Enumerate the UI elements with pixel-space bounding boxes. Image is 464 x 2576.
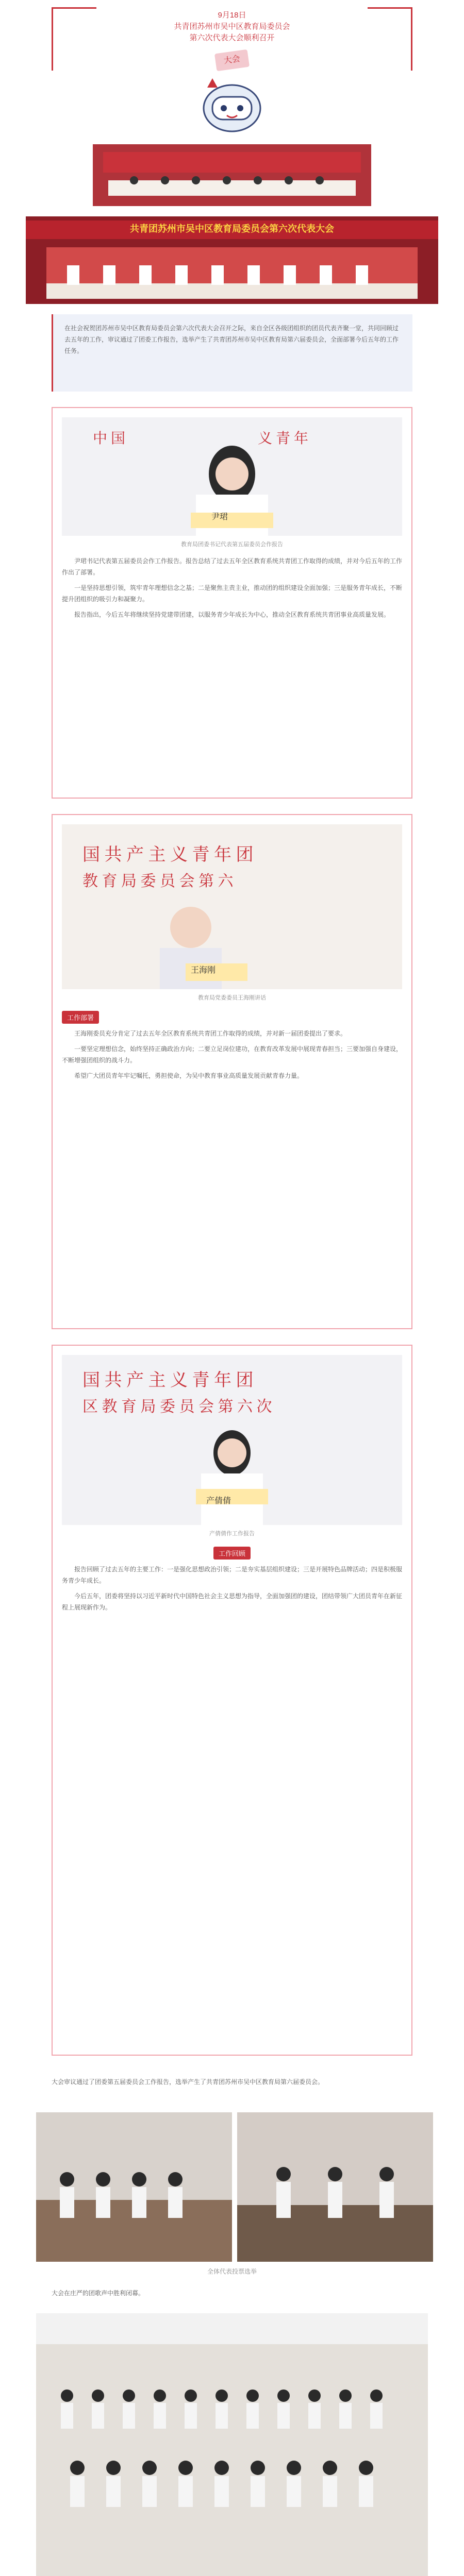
speaker-name-1: 尹珺 bbox=[211, 513, 228, 521]
svg-text:中 国: 中 国 bbox=[93, 431, 126, 447]
photo-stage-1 bbox=[93, 144, 371, 206]
mascot-icon bbox=[197, 72, 267, 139]
speaker-name-2: 王海刚 bbox=[191, 966, 216, 975]
svg-text:教 育 局 委 员 会 第 六: 教 育 局 委 员 会 第 六 bbox=[82, 873, 234, 890]
paragraph: 报告回顾了过去五年的主要工作：一是强化思想政治引领；二是夯实基层组织建设；三是开展特色品牌活动；四是积极服务青少年成长。 bbox=[62, 1566, 403, 1584]
svg-text:国 共 产 主 义 青 年 团: 国 共 产 主 义 青 年 团 bbox=[82, 845, 254, 865]
section-work-review bbox=[52, 1345, 412, 2056]
intro-text: 在社会祝贺团苏州市吴中区教育局委员会第六次代表大会召开之际，来自全区各级团组织的团员代表齐聚一堂，共同回顾过去五年的工作，审议通过了团委工作报告，选举产生了共青团苏州市吴中区教育局第六届委员会，全面部署今后五年的工作任务。 bbox=[64, 325, 399, 354]
svg-text:区 教 育 局 委 员 会 第 六 次: 区 教 育 局 委 员 会 第 六 次 bbox=[82, 1398, 272, 1415]
intro-box bbox=[52, 314, 412, 392]
photo-speaker-3 bbox=[62, 1355, 402, 1525]
caption-vote: 全体代表投票选举 bbox=[207, 2268, 257, 2275]
section-speech bbox=[52, 814, 412, 1329]
closing-text-1: 大会审议通过了团委第五届委员会工作报告，选举产生了共青团苏州市吴中区教育局第六届委员会。 bbox=[52, 2078, 324, 2086]
paragraph: 一要坚定理想信念，始终坚持正确政治方向；二要立足岗位建功，在教育改革发展中展现青春担当；三要加强自身建设，不断增强团组织的战斗力。 bbox=[62, 1045, 403, 1064]
paragraph: 希望广大团员青年牢记嘱托，勇担使命，为吴中教育事业高质量发展贡献青春力量。 bbox=[74, 1072, 304, 1079]
photo-delegates-2 bbox=[237, 2112, 433, 2262]
section-label-3: 工作回顾 bbox=[213, 1547, 251, 1560]
caption-3: 产倩倩作工作报告 bbox=[209, 1531, 255, 1537]
photo-hall bbox=[36, 2313, 428, 2576]
title-line-2: 第六次代表大会顺利召开 bbox=[189, 33, 275, 42]
date: 9月18日 bbox=[218, 11, 246, 20]
section-card-3 bbox=[52, 1345, 412, 2056]
header-tag: 大会 bbox=[214, 49, 250, 72]
paragraph: 尹珺书记代表第五届委员会作工作报告。报告总结了过去五年全区教育系统共青团工作取得的成绩，并对今后五年的工作作出了部署。 bbox=[62, 557, 403, 576]
section-label-2: 工作部署 bbox=[62, 1011, 99, 1024]
photo-speaker-1 bbox=[62, 417, 402, 536]
paragraph: 一是坚持思想引领，筑牢青年理想信念之基；二是聚焦主责主业，推动团的组织建设全面加强；三是服务青年成长，不断提升团组织的吸引力和凝聚力。 bbox=[62, 584, 403, 603]
svg-text:国 共 产 主 义 青 年 团: 国 共 产 主 义 青 年 团 bbox=[82, 1371, 254, 1390]
photo-speaker-2 bbox=[62, 824, 402, 989]
section-card-1 bbox=[52, 407, 412, 799]
banner-text: 共青团苏州市吴中区教育局委员会第六次代表大会 bbox=[130, 224, 334, 234]
photo-delegates-1 bbox=[36, 2112, 232, 2262]
title-line-1: 共青团苏州市吴中区教育局委员会 bbox=[174, 22, 290, 31]
paragraph: 王海刚委员充分肯定了过去五年全区教育系统共青团工作取得的成绩，并对新一届团委提出了要求。 bbox=[74, 1030, 347, 1037]
header bbox=[0, 0, 464, 139]
caption-1: 教育局团委书记代表第五届委员会作报告 bbox=[181, 541, 283, 548]
speaker-name-3: 产倩倩 bbox=[206, 1497, 231, 1505]
caption-2: 教育局党委委员王海刚讲话 bbox=[198, 995, 266, 1001]
closing-text-2: 大会在庄严的团歌声中胜利闭幕。 bbox=[52, 2290, 145, 2297]
paragraph: 今后五年，团委将坚持以习近平新时代中国特色社会主义思想为指导，全面加强团的建设，团结带领广大团员青年在新征程上展现新作为。 bbox=[62, 1592, 403, 1611]
section-report bbox=[52, 407, 412, 799]
svg-text:义 青 年: 义 青 年 bbox=[258, 431, 309, 447]
paragraph: 报告指出，今后五年将继续坚持党建带团建，以服务青少年成长为中心，推动全区教育系统共青团事业高质量发展。 bbox=[74, 611, 390, 618]
section-card-2 bbox=[52, 814, 412, 1329]
